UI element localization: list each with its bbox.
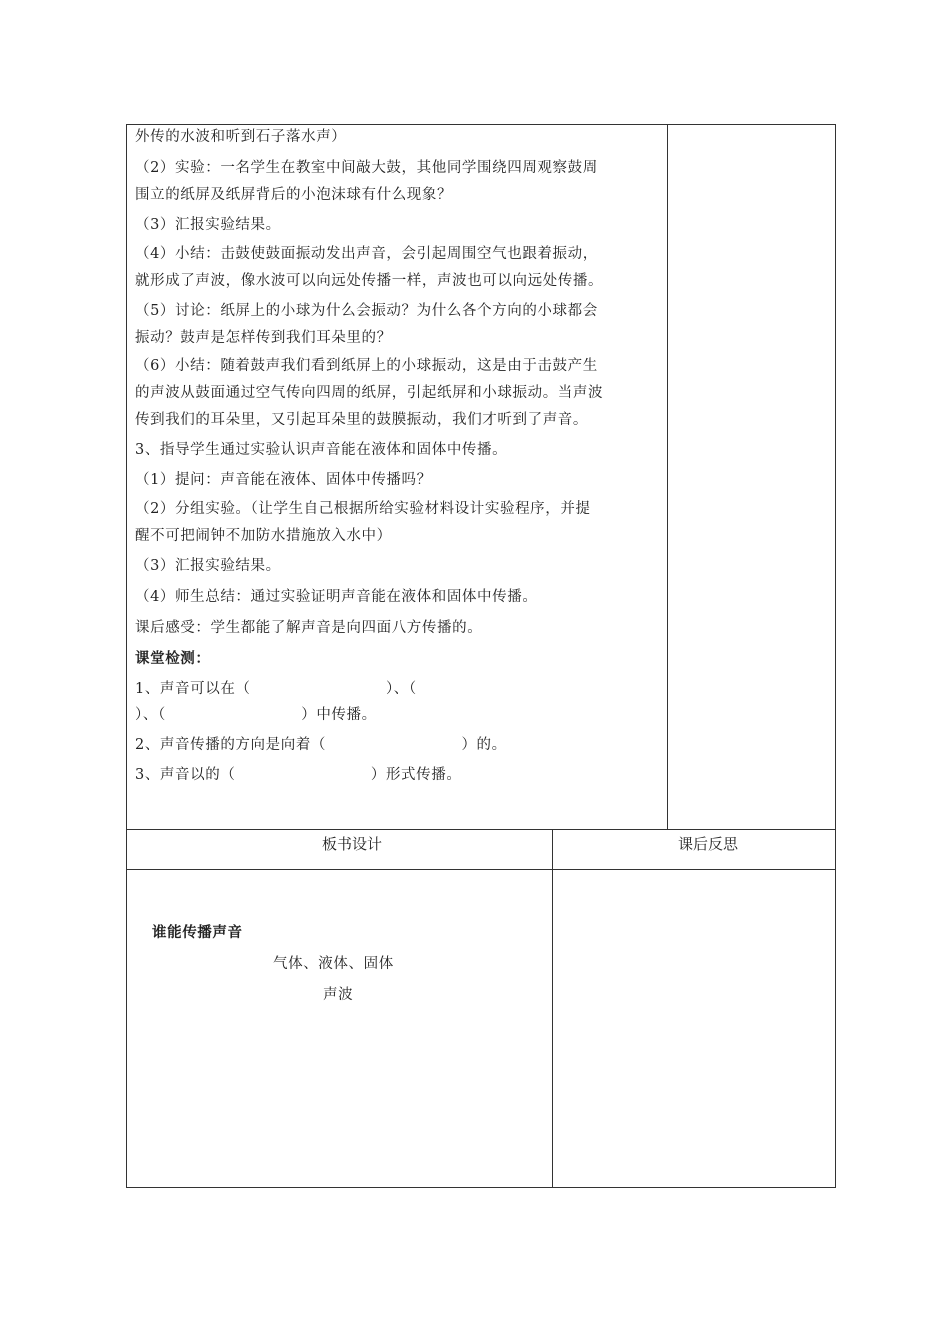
content-line: 的声波从鼓面通过空气传向四周的纸屏，引起纸屏和小球振动。当声波: [135, 385, 604, 401]
table-border-right: [835, 124, 836, 1188]
content-line: 传到我们的耳朵里，又引起耳朵里的鼓膜振动，我们才听到了声音。: [135, 412, 588, 428]
row-divider-1: [126, 829, 836, 830]
quiz-question-2: 2、声音传播的方向是向着（ ）的。: [135, 737, 507, 753]
content-line: （5）讨论：纸屏上的小球为什么会振动？为什么各个方向的小球都会: [135, 303, 598, 319]
column-divider-top: [667, 124, 668, 830]
quiz-question-3: 3、声音以的（ ）形式传播。: [135, 767, 462, 783]
row-divider-2: [126, 869, 836, 870]
board-media: 气体、液体、固体: [273, 956, 394, 972]
table-border-left: [126, 124, 127, 1188]
content-line: （4）师生总结：通过实验证明声音能在液体和固体中传播。: [135, 589, 538, 605]
column-divider-bottom: [552, 829, 553, 1188]
content-line: 3、指导学生通过实验认识声音能在液体和固体中传播。: [135, 442, 508, 458]
quiz-question-1: 1、声音可以在（ ）、（: [135, 681, 417, 697]
content-line: 振动？鼓声是怎样传到我们耳朵里的？: [135, 330, 392, 346]
quiz-question-1-cont: ）、（ ）中传播。: [135, 707, 377, 723]
content-line: （3）汇报实验结果。: [135, 217, 281, 233]
content-line: （3）汇报实验结果。: [135, 558, 281, 574]
board-wave: 声波: [323, 987, 354, 1003]
content-line: （2）实验：一名学生在教室中间敲大鼓，其他同学围绕四周观察鼓周: [135, 160, 598, 176]
content-line: （6）小结：随着鼓声我们看到纸屏上的小球振动，这是由于击鼓产生: [135, 358, 598, 374]
content-line: （1）提问：声音能在液体、固体中传播吗？: [135, 472, 432, 488]
content-line: 课后感受：学生都能了解声音是向四面八方传播的。: [135, 620, 483, 636]
board-title: 谁能传播声音: [152, 925, 243, 941]
content-line: （4）小结：击鼓使鼓面振动发出声音，会引起周围空气也跟着振动，: [135, 246, 598, 262]
table-border-top: [126, 124, 836, 125]
quiz-heading: 课堂检测：: [135, 651, 211, 667]
table-border-bottom: [126, 1187, 836, 1188]
content-line: 就形成了声波，像水波可以向远处传播一样，声波也可以向远处传播。: [135, 273, 604, 289]
content-line: 外传的水波和听到石子落水声）: [135, 129, 347, 145]
board-design-header: 板书设计: [322, 835, 383, 853]
content-line: （2）分组实验。（让学生自己根据所给实验材料设计实验程序，并提: [135, 501, 591, 517]
reflection-header: 课后反思: [678, 835, 739, 853]
content-line: 围立的纸屏及纸屏背后的小泡沫球有什么现象？: [135, 187, 453, 203]
content-line: 醒不可把闹钟不加防水措施放入水中）: [135, 528, 392, 544]
